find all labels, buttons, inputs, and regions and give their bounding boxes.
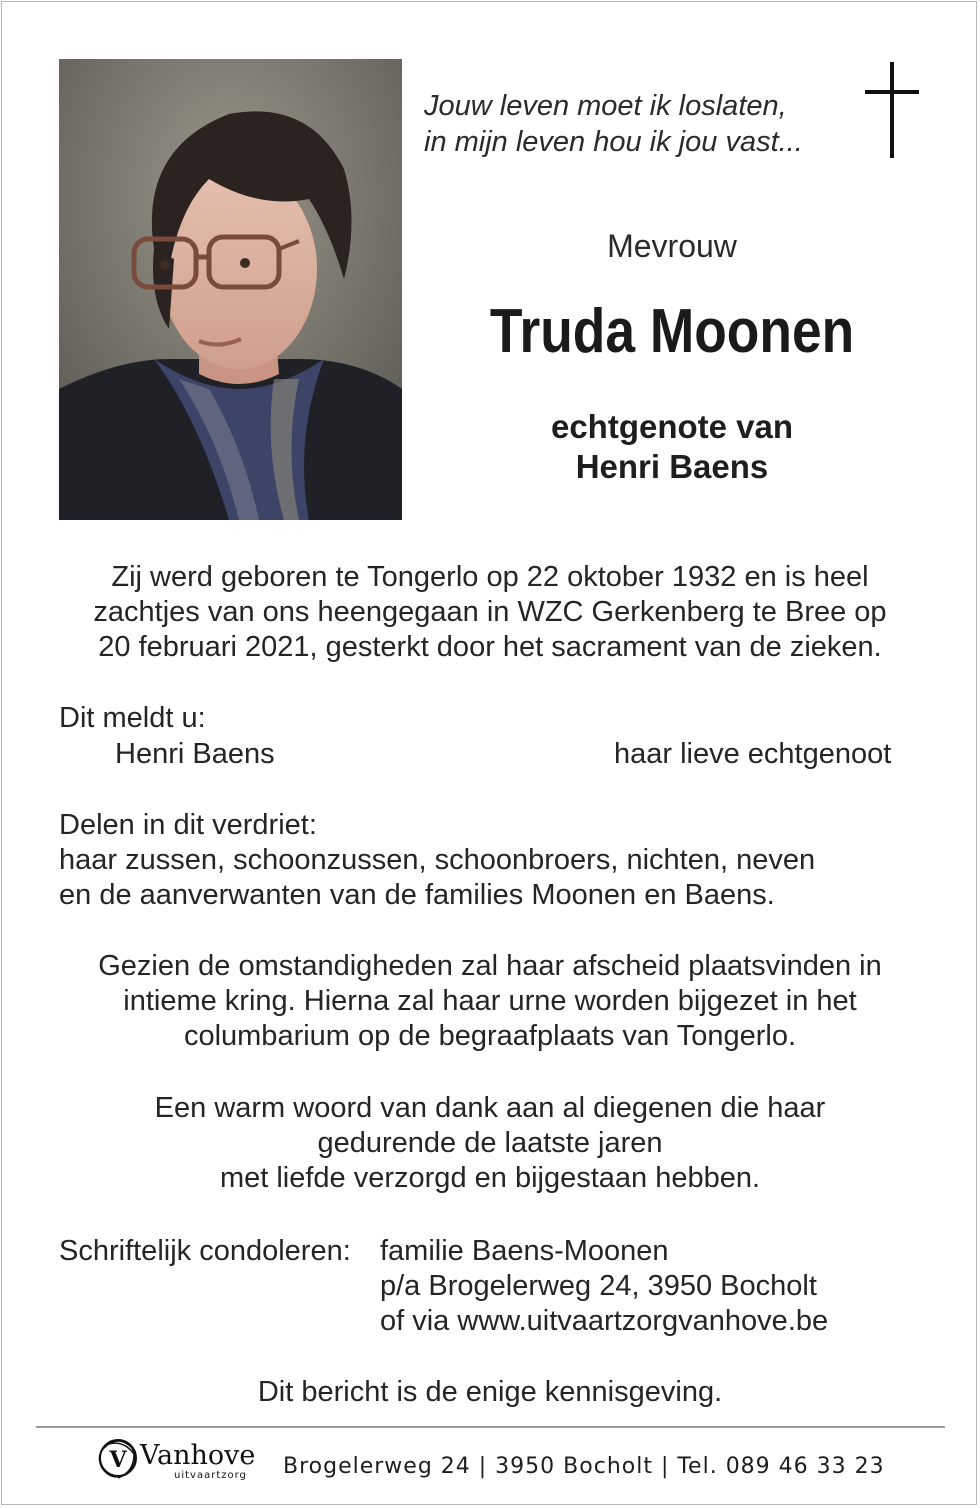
paragraph-line: Een warm woord van dank aan al diegenen die haar: [154, 1092, 826, 1124]
paragraph-line: met liefde verzorgd en bijgestaan hebben.: [219, 1162, 761, 1194]
condolence-link[interactable]: of via www.uitvaartzorgvanhove.be: [380, 1305, 829, 1337]
paragraph-line: zachtjes van ons heengegaan in WZC Gerkenberg te Bree op: [93, 596, 887, 628]
paragraph-line: Zij werd geboren te Tongerlo op 22 oktober 1932 en is heel: [111, 561, 869, 593]
announcer-heading: Dit meldt u:: [59, 702, 206, 734]
memorial-quote: [424, 88, 803, 160]
spouse-name: Henri Baens: [575, 448, 769, 485]
logo-subtitle: uitvaartzorg: [174, 1470, 247, 1481]
thanks-paragraph: [40, 1091, 940, 1196]
logo-name: Vanhove: [140, 1440, 256, 1471]
paragraph-line: gedurende de laatste jaren: [317, 1127, 663, 1159]
salutation: Mevrouw: [607, 228, 737, 264]
quote-line: in mijn leven hou ik jou vast...: [424, 126, 803, 158]
notice-text: Dit bericht is de enige kennisgeving.: [257, 1376, 723, 1408]
spouse-label: echtgenote van: [550, 408, 794, 445]
sharing-heading: Delen in dit verdriet:: [59, 809, 317, 841]
condolence-address: [380, 1234, 828, 1339]
ceremony-paragraph: [40, 949, 940, 1054]
portrait-photo: [59, 59, 402, 520]
paragraph-line: 20 februari 2021, gesterkt door het sacrament van de zieken.: [98, 631, 882, 663]
paragraph-line: haar zussen, schoonzussen, schoonbroers, nichten, neven: [59, 844, 816, 876]
footer-divider: [36, 1426, 945, 1428]
condolence-line: p/a Brogelerweg 24, 3950 Bocholt: [380, 1270, 817, 1302]
spouse-block: [442, 407, 902, 487]
announcer-relation: haar lieve echtgenoot: [614, 738, 892, 770]
vanhove-logo: [94, 1434, 274, 1486]
paragraph-line: en de aanverwanten van de families Moonen en Baens.: [59, 879, 775, 911]
paragraph-line: intieme kring. Hierna zal haar urne worden bijgezet in het: [123, 985, 857, 1017]
birth-death-paragraph: [40, 560, 940, 665]
deceased-name: Truda Moonen: [489, 297, 855, 366]
quote-line: Jouw leven moet ik loslaten,: [424, 90, 787, 122]
paragraph-line: columbarium op de begraafplaats van Tongerlo.: [183, 1020, 797, 1052]
logo-emblem-icon: [99, 1440, 136, 1478]
paragraph-line: Gezien de omstandigheden zal haar afscheid plaatsvinden in: [98, 950, 882, 982]
condolence-line: familie Baens-Moonen: [380, 1235, 669, 1267]
logo-letter: V: [109, 1447, 127, 1473]
sharing-paragraph: [59, 808, 815, 913]
condolence-label: Schriftelijk condoleren:: [59, 1235, 351, 1267]
announcer-name: Henri Baens: [115, 738, 275, 770]
footer-contact: Brogelerweg 24 | 3950 Bocholt | Tel. 089 46 33 23: [283, 1454, 885, 1479]
cross-icon: [862, 60, 922, 160]
